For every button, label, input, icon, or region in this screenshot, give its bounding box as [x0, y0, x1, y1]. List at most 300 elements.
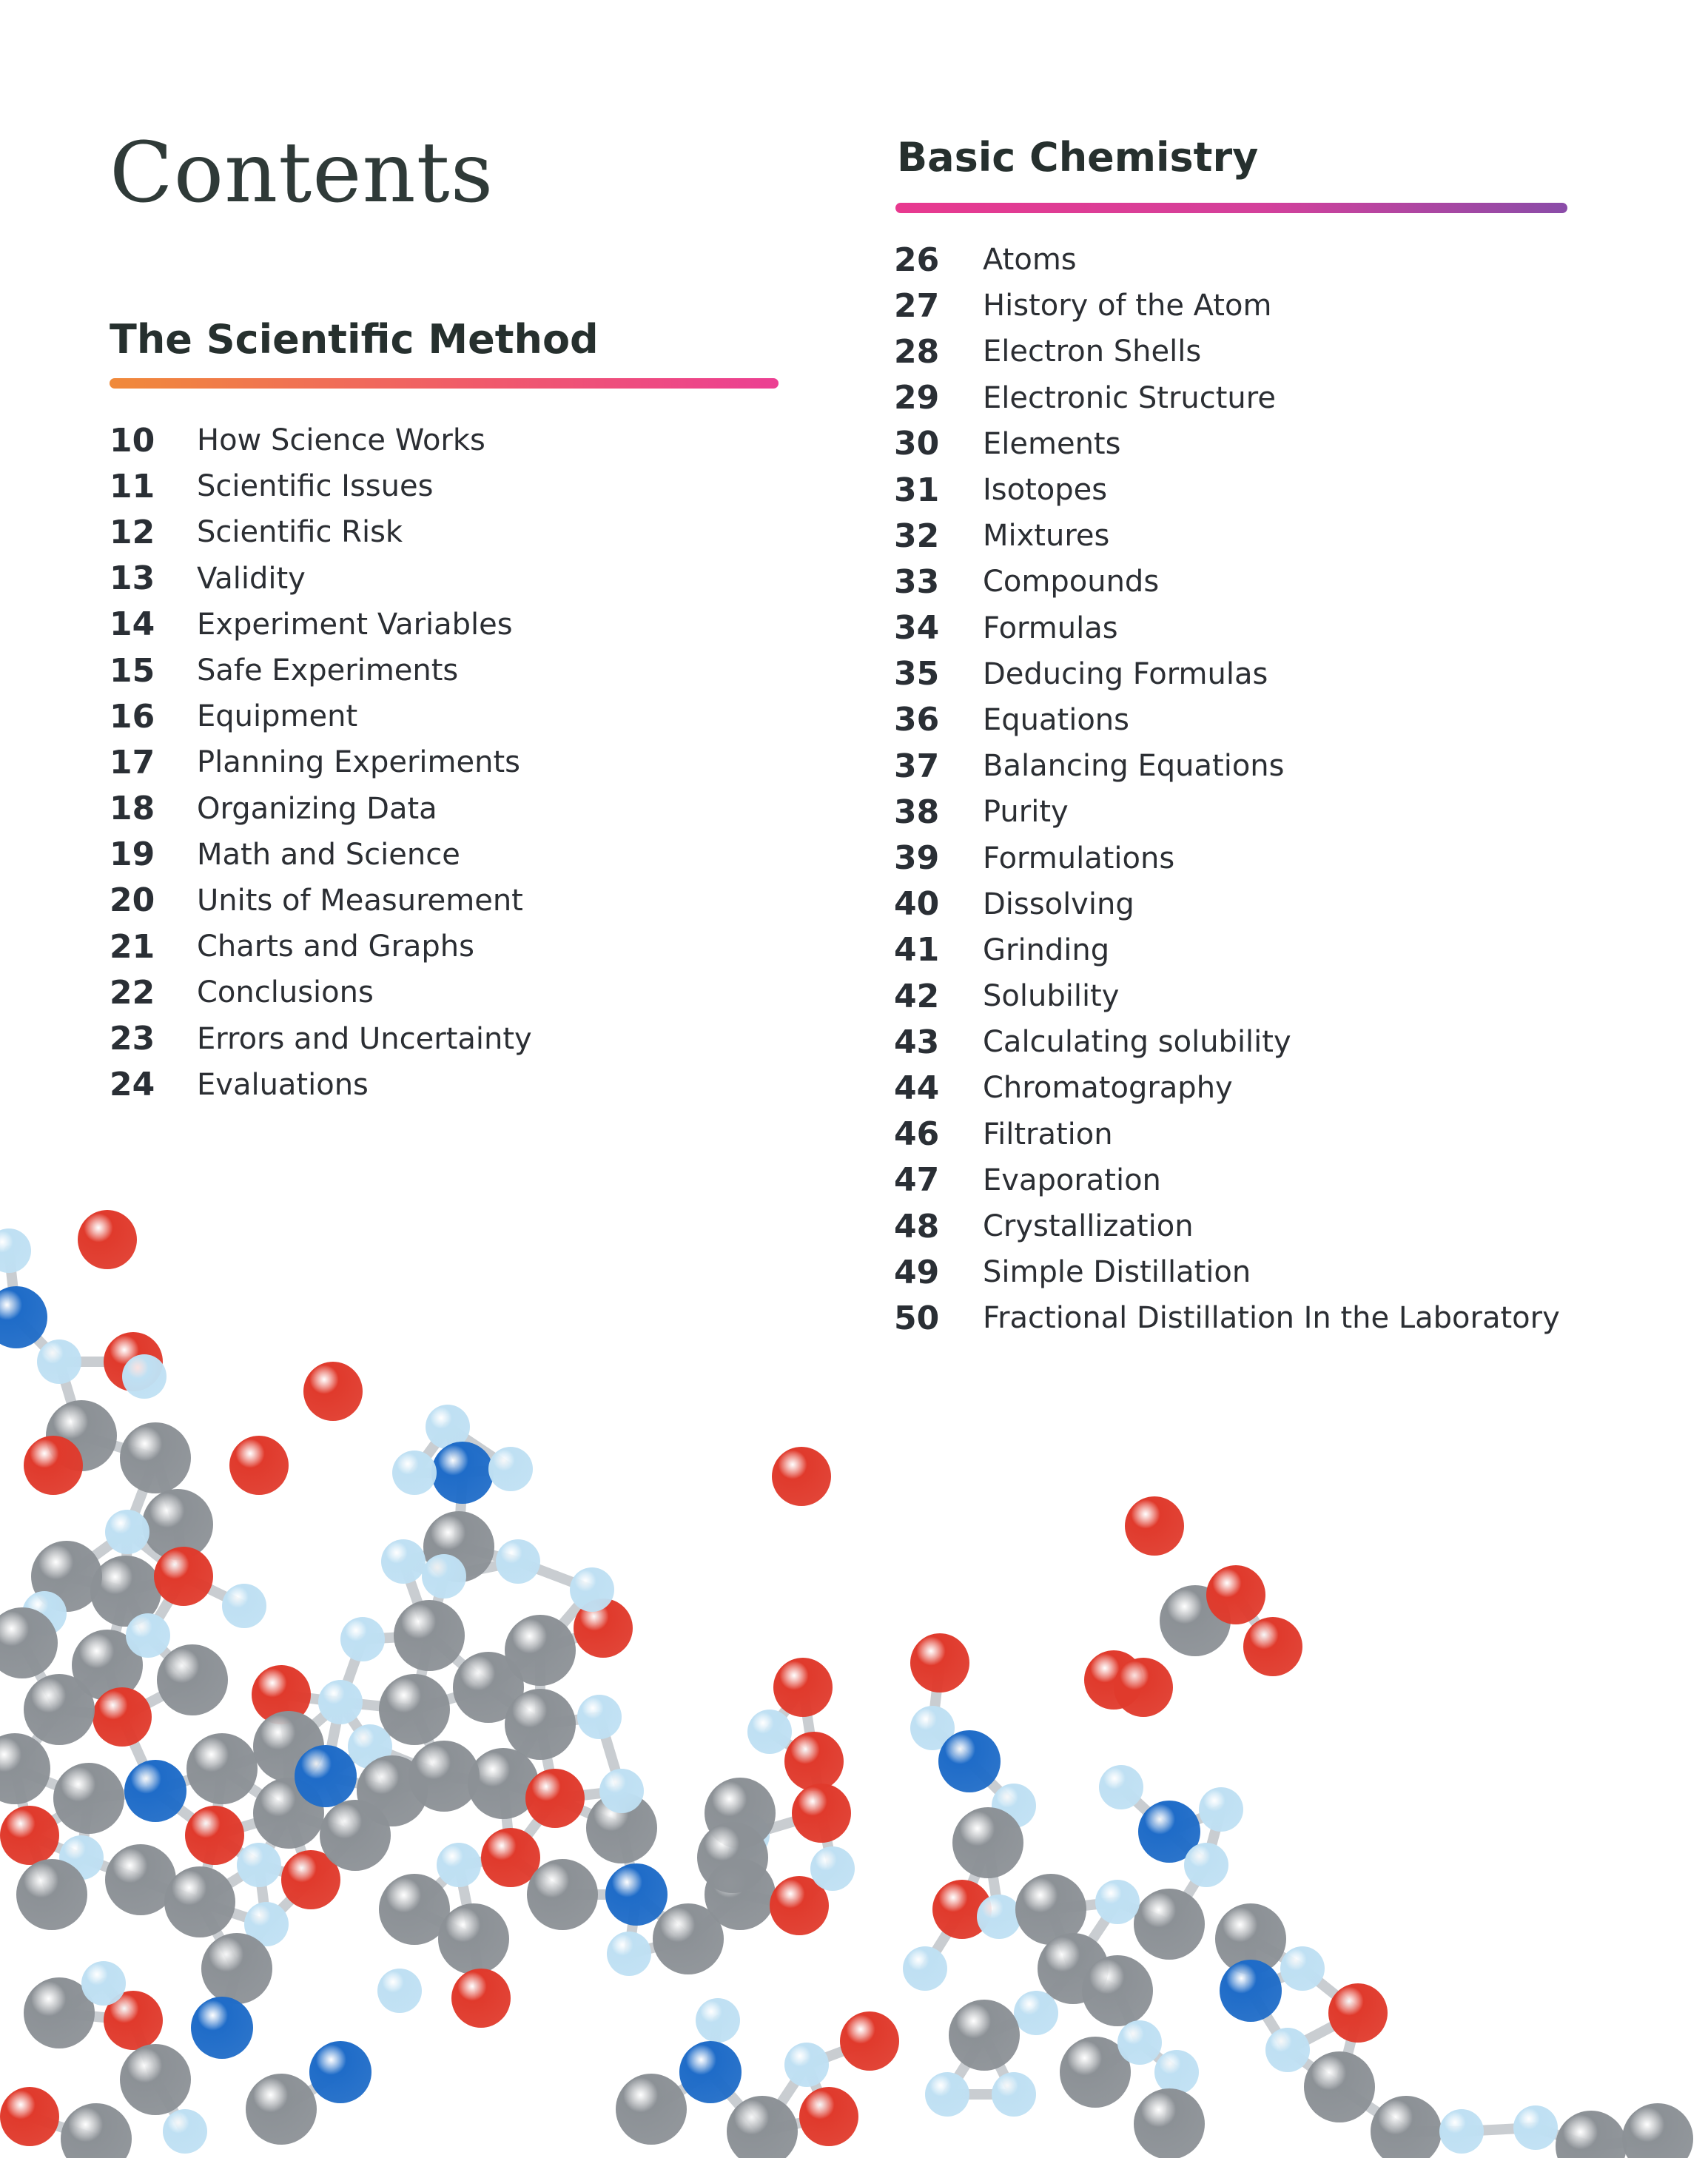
- toc-entry[interactable]: [894, 283, 1671, 329]
- molecule-bond: [803, 1687, 814, 1761]
- toc-entry-label: Crystallization: [983, 1209, 1194, 1244]
- toc-entry[interactable]: [894, 927, 1671, 973]
- toc-entry[interactable]: [110, 556, 776, 602]
- molecule-bond: [1339, 2013, 1358, 2087]
- carbon-atom: [157, 1644, 228, 1715]
- toc-entry[interactable]: [894, 1249, 1671, 1295]
- carbon-atom: [320, 1800, 391, 1871]
- toc-entry[interactable]: [894, 743, 1671, 789]
- carbon-atom: [705, 1859, 776, 1930]
- carbon-atom: [164, 1866, 235, 1937]
- toc-entry[interactable]: [894, 237, 1671, 283]
- toc-entry-label: Errors and Uncertainty: [197, 1021, 532, 1056]
- hydrogen-atom: [22, 1591, 67, 1636]
- molecule-bond: [770, 1687, 803, 1732]
- molecule-bond: [747, 1813, 821, 1835]
- nitrogen-atom: [679, 2041, 742, 2103]
- molecule-bond: [814, 1761, 821, 1813]
- molecule-bond: [511, 1798, 555, 1858]
- molecule-bond: [15, 1769, 89, 1798]
- molecule-bond: [999, 1909, 1051, 1917]
- molecule-bond: [932, 1663, 940, 1728]
- page-title: Contents: [110, 125, 494, 221]
- hydrogen-atom: [903, 1946, 947, 1991]
- hydrogen-atom: [59, 1835, 104, 1880]
- toc-entry-label: Conclusions: [197, 975, 374, 1010]
- toc-entry[interactable]: [110, 602, 776, 648]
- molecule-bond: [1536, 2128, 1591, 2146]
- molecule-bond: [403, 1562, 444, 1576]
- molecule-bond: [81, 1798, 89, 1858]
- hydrogen-atom: [1154, 2050, 1199, 2094]
- molecule-bond: [59, 1983, 104, 2013]
- molecule-bond: [962, 1843, 988, 1909]
- toc-entry[interactable]: [110, 648, 776, 693]
- toc-entry[interactable]: [894, 605, 1671, 651]
- molecule-bond: [127, 1458, 155, 1532]
- molecule-bond: [1117, 1991, 1140, 2043]
- molecule-bond: [281, 1695, 289, 1747]
- toc-entry[interactable]: [894, 789, 1671, 835]
- toc-entry[interactable]: [894, 1203, 1671, 1249]
- hydrogen-atom: [126, 1613, 170, 1658]
- molecule-bond: [984, 2035, 1014, 2094]
- toc-entry[interactable]: [894, 1157, 1671, 1203]
- toc-entry[interactable]: [110, 509, 776, 555]
- hydrogen-atom: [925, 2072, 969, 2117]
- oxygen-atom: [451, 1969, 511, 2028]
- hydrogen-atom: [392, 1451, 437, 1495]
- carbon-atom: [423, 1511, 494, 1582]
- hydrogen-atom: [696, 1998, 740, 2043]
- carbon-atom: [438, 1903, 509, 1974]
- molecule-bond: [932, 1728, 969, 1761]
- toc-entry[interactable]: [110, 463, 776, 509]
- toc-entry[interactable]: [894, 835, 1671, 881]
- molecule-bond: [403, 1562, 429, 1636]
- molecule-bond: [370, 1710, 414, 1747]
- molecule-bond: [629, 1895, 636, 1954]
- molecule-bond: [1169, 2072, 1177, 2124]
- toc-page-number: 20: [110, 881, 155, 920]
- molecule-bond: [1036, 1969, 1073, 2013]
- toc-page-number: 46: [894, 1115, 940, 1154]
- molecule-bond: [22, 1576, 67, 1643]
- toc-page-number: 31: [894, 471, 940, 509]
- molecule-bond: [1051, 1909, 1073, 1969]
- molecule-bond: [969, 1761, 1014, 1806]
- section-divider-scientific-method: [110, 378, 779, 389]
- toc-entry[interactable]: [894, 1295, 1671, 1341]
- hydrogen-atom: [1095, 1880, 1140, 1924]
- hydrogen-atom: [599, 1769, 644, 1813]
- toc-entry[interactable]: [894, 973, 1671, 1019]
- carbon-atom: [53, 1763, 124, 1834]
- toc-entry-label: Planning Experiments: [197, 745, 520, 780]
- toc-entry[interactable]: [894, 881, 1671, 927]
- molecule-bond: [503, 1784, 511, 1858]
- molecule-bond: [16, 1317, 59, 1362]
- molecule-bond: [762, 2117, 829, 2131]
- molecule-bond: [200, 1902, 266, 1924]
- molecule-bond: [67, 1532, 127, 1576]
- hydrogen-atom: [1184, 1843, 1228, 1887]
- molecule-bond: [414, 1687, 488, 1710]
- molecule-bond: [511, 1858, 562, 1895]
- carbon-atom: [1134, 1889, 1205, 1960]
- molecule-bond: [988, 1806, 1014, 1843]
- molecule-bond: [503, 1784, 555, 1798]
- molecule-bond: [126, 1576, 184, 1591]
- molecule-bond: [688, 1895, 740, 1939]
- hydrogen-atom: [0, 1228, 31, 1273]
- toc-entry-label: Equations: [983, 702, 1129, 737]
- carbon-atom: [705, 1778, 776, 1849]
- toc-entry-label: Balancing Equations: [983, 749, 1285, 784]
- molecule-bond: [1339, 2087, 1406, 2131]
- toc-page-number: 26: [894, 241, 940, 279]
- molecule-bond: [1169, 1832, 1206, 1865]
- molecule-bond: [988, 1843, 999, 1917]
- toc-entry[interactable]: [110, 693, 776, 739]
- toc-page-number: 29: [894, 379, 940, 417]
- molecule-bond: [733, 1858, 740, 1895]
- toc-page-number: 43: [894, 1023, 940, 1061]
- toc-entry[interactable]: [894, 1019, 1671, 1065]
- molecule-bond: [200, 1835, 215, 1902]
- molecule-bond: [592, 1590, 603, 1628]
- molecule-bond: [266, 1880, 311, 1924]
- toc-entry-label: Compounds: [983, 565, 1160, 599]
- molecule-bond: [1114, 1680, 1143, 1687]
- molecule-bond: [740, 1895, 799, 1906]
- molecule-bond: [414, 1865, 459, 1909]
- carbon-atom: [379, 1874, 450, 1945]
- molecule-bond: [215, 1835, 259, 1865]
- oxygen-atom: [24, 1436, 83, 1495]
- molecule-bond: [81, 1858, 141, 1880]
- molecule-bond: [414, 1710, 444, 1776]
- hydrogen-atom: [1265, 2028, 1310, 2072]
- oxygen-atom: [525, 1769, 585, 1828]
- molecule-bond: [30, 1835, 81, 1858]
- molecule-bond: [459, 1865, 474, 1939]
- toc-entry[interactable]: [110, 739, 776, 785]
- molecule-bond: [259, 1865, 266, 1924]
- molecule-bond: [1251, 1939, 1302, 1969]
- toc-entry-label: Grinding: [983, 932, 1110, 967]
- toc-page-number: 19: [110, 836, 155, 874]
- toc-entry[interactable]: [894, 421, 1671, 467]
- molecule-bond: [200, 1902, 237, 1969]
- toc-entry-label: Mixtures: [983, 519, 1110, 554]
- toc-page-number: 22: [110, 973, 155, 1012]
- toc-page-number: 36: [894, 701, 940, 739]
- hydrogen-atom: [1199, 1787, 1243, 1832]
- oxygen-atom: [840, 2011, 899, 2071]
- hydrogen-atom: [318, 1680, 363, 1724]
- toc-entry[interactable]: [894, 559, 1671, 605]
- toc-page-number: 27: [894, 286, 940, 325]
- molecule-bond: [1169, 1809, 1221, 1832]
- toc-entry-label: Electron Shells: [983, 335, 1202, 369]
- molecule-bond: [127, 1532, 184, 1576]
- molecule-bond: [807, 2041, 870, 2065]
- toc-entry-label: Simple Distillation: [983, 1255, 1251, 1290]
- toc-entry[interactable]: [894, 375, 1671, 421]
- carbon-atom: [120, 2044, 191, 2115]
- molecule-bond: [555, 1791, 622, 1798]
- oxygen-atom: [1206, 1565, 1265, 1624]
- molecule-bond: [555, 1798, 622, 1828]
- toc-entry[interactable]: [110, 832, 776, 878]
- toc-page-number: 42: [894, 977, 940, 1015]
- hydrogen-atom: [105, 1510, 149, 1554]
- molecule-bond: [474, 1939, 481, 1998]
- carbon-atom: [16, 1859, 87, 1930]
- oxygen-atom: [185, 1806, 244, 1865]
- toc-entry-label: Formulations: [983, 841, 1175, 875]
- molecule-bond: [178, 1525, 184, 1576]
- oxygen-atom: [932, 1880, 992, 1939]
- toc-entry[interactable]: [110, 417, 776, 463]
- toc-page-number: 10: [110, 421, 155, 460]
- toc-page-number: 24: [110, 1066, 155, 1104]
- molecule-bond: [733, 1813, 740, 1858]
- oxygen-atom: [773, 1658, 833, 1717]
- molecule-bond: [947, 2035, 984, 2094]
- molecule-bond: [184, 1576, 244, 1606]
- carbon-atom: [408, 1741, 480, 1812]
- toc-entry[interactable]: [110, 969, 776, 1015]
- toc-entry-label: Fractional Distillation In the Laboratory: [983, 1301, 1560, 1336]
- molecule-bond: [459, 1547, 518, 1562]
- toc-entry[interactable]: [110, 1015, 776, 1061]
- toc-entry-label: Isotopes: [983, 473, 1108, 508]
- molecule-bond: [30, 1835, 52, 1895]
- molecule-bond: [1236, 1595, 1273, 1647]
- molecule-bond: [459, 1473, 463, 1547]
- toc-entry[interactable]: [894, 467, 1671, 513]
- hydrogen-atom: [992, 2072, 1036, 2117]
- toc-entry[interactable]: [110, 924, 776, 969]
- oxygen-atom: [104, 1991, 163, 2050]
- molecule-bond: [9, 1251, 16, 1317]
- molecule-bond: [540, 1724, 555, 1798]
- toc-entry-label: Equipment: [197, 699, 358, 734]
- molecule-bond: [488, 1650, 540, 1687]
- molecule-bond: [289, 1702, 340, 1747]
- molecule-bond: [81, 1436, 155, 1458]
- molecule-bond: [104, 1983, 133, 2020]
- toc-page-number: 16: [110, 697, 155, 736]
- oxygen-atom: [104, 1332, 163, 1391]
- molecule-bond: [444, 1547, 459, 1576]
- molecule-bond: [59, 1362, 81, 1436]
- hydrogen-atom: [1439, 2109, 1484, 2154]
- toc-page-number: 37: [894, 747, 940, 785]
- molecule-bond: [1462, 2128, 1536, 2131]
- molecule-bond: [237, 1924, 266, 1969]
- molecule-bond: [1169, 1865, 1206, 1924]
- molecule-bond: [22, 1643, 59, 1710]
- carbon-atom: [697, 1822, 768, 1893]
- molecule-bond: [148, 1576, 184, 1636]
- molecule-bond: [126, 1532, 127, 1591]
- molecule-bond: [448, 1427, 511, 1469]
- toc-entry[interactable]: [110, 786, 776, 832]
- oxygen-atom: [799, 2087, 858, 2146]
- toc-entry[interactable]: [894, 513, 1671, 559]
- molecule-bond: [710, 2072, 762, 2131]
- toc-entry-label: Dissolving: [983, 887, 1134, 921]
- molecule-bond: [925, 1909, 962, 1969]
- carbon-atom: [949, 2000, 1020, 2071]
- molecule-bond: [807, 2065, 829, 2117]
- toc-entry-label: Formulas: [983, 611, 1118, 645]
- oxygen-atom: [1125, 1496, 1184, 1556]
- molecule-bond: [355, 1791, 392, 1835]
- toc-entry-label: Scientific Risk: [197, 515, 403, 550]
- nitrogen-atom: [938, 1730, 1001, 1792]
- carbon-atom: [61, 2103, 132, 2158]
- toc-entry[interactable]: [894, 1065, 1671, 1111]
- molecule-bond: [326, 1702, 340, 1776]
- toc-page-number: 44: [894, 1069, 940, 1107]
- molecule-bond: [1288, 2050, 1339, 2087]
- molecule-bond: [1140, 2043, 1177, 2072]
- hydrogen-atom: [422, 1554, 466, 1599]
- toc-page-number: 30: [894, 425, 940, 463]
- oxygen-atom: [303, 1362, 363, 1421]
- carbon-atom: [1622, 2103, 1693, 2158]
- toc-entry[interactable]: [894, 329, 1671, 374]
- toc-entry-label: Atoms: [983, 243, 1077, 278]
- carbon-atom: [1160, 1585, 1231, 1656]
- toc-page-number: 47: [894, 1161, 940, 1200]
- toc-page-number: 13: [110, 559, 155, 598]
- molecule-bond: [59, 1710, 122, 1717]
- hydrogen-atom: [348, 1724, 392, 1769]
- molecule-bond: [53, 1436, 81, 1465]
- hydrogen-atom: [1099, 1765, 1143, 1809]
- oxygen-atom: [1243, 1617, 1302, 1676]
- molecule-bond: [459, 1858, 511, 1865]
- molecule-bond: [44, 1576, 67, 1613]
- carbon-atom: [727, 2096, 798, 2158]
- molecule-bond: [799, 1869, 833, 1906]
- toc-entry-label: Math and Science: [197, 837, 460, 872]
- hydrogen-atom: [992, 1784, 1036, 1828]
- molecule-bond: [259, 1813, 289, 1865]
- molecule-bond: [1195, 1595, 1236, 1621]
- nitrogen-atom: [295, 1745, 357, 1807]
- carbon-atom: [357, 1755, 428, 1826]
- molecule-bond: [1288, 2013, 1358, 2050]
- molecule-bond: [370, 1747, 444, 1776]
- hydrogen-atom: [426, 1405, 470, 1449]
- carbon-atom: [1556, 2111, 1627, 2158]
- molecule-bond: [259, 1865, 311, 1880]
- molecule-bond: [984, 2013, 1036, 2035]
- toc-entry[interactable]: [894, 697, 1671, 743]
- oxygen-atom: [1084, 1650, 1143, 1710]
- molecule-bond: [326, 1776, 355, 1835]
- molecule-bond: [444, 1562, 518, 1576]
- toc-page-number: 35: [894, 655, 940, 693]
- molecule-bond: [392, 1776, 444, 1791]
- molecule-bond: [340, 1639, 363, 1702]
- hydrogen-atom: [977, 1895, 1021, 1939]
- nitrogen-atom: [431, 1442, 494, 1504]
- molecule-bond: [289, 1776, 326, 1813]
- carbon-atom: [1038, 1933, 1109, 2004]
- carbon-atom: [31, 1541, 102, 1612]
- toc-page-number: 12: [110, 513, 155, 551]
- oxygen-atom: [910, 1633, 969, 1693]
- carbon-atom: [586, 1792, 657, 1863]
- carbon-atom: [246, 2074, 317, 2145]
- toc-list-basic-chemistry: [894, 237, 1671, 1342]
- molecule-bond: [1073, 1902, 1117, 1969]
- oxygen-atom: [252, 1665, 311, 1724]
- toc-entry-label: Charts and Graphs: [197, 930, 474, 964]
- toc-entry[interactable]: [110, 878, 776, 924]
- molecule-bond: [1095, 2043, 1140, 2072]
- toc-entry[interactable]: [110, 1062, 776, 1108]
- toc-entry[interactable]: [894, 651, 1671, 697]
- molecule-bond: [518, 1562, 592, 1590]
- molecule-bond: [1117, 1902, 1169, 1924]
- molecule-bond: [1251, 1991, 1288, 2050]
- toc-entry-label: Deducing Formulas: [983, 656, 1268, 691]
- molecule-bond: [340, 1702, 370, 1747]
- carbon-atom: [527, 1859, 598, 1930]
- molecule-bond: [155, 1791, 215, 1835]
- molecule-bond: [311, 1835, 355, 1880]
- molecule-bond: [448, 1427, 463, 1473]
- molecule-bond: [540, 1717, 599, 1724]
- carbon-atom: [1082, 1955, 1153, 2026]
- toc-page-number: 21: [110, 927, 155, 966]
- molecule-bond: [414, 1427, 448, 1473]
- carbon-atom: [24, 1674, 95, 1745]
- oxygen-atom: [154, 1547, 213, 1606]
- oxygen-atom: [574, 1599, 633, 1658]
- molecule-bond: [222, 1969, 237, 2028]
- molecule-bond: [629, 1939, 688, 1954]
- toc-page-number: 17: [110, 743, 155, 781]
- carbon-atom: [616, 2074, 687, 2145]
- oxygen-atom: [229, 1436, 289, 1495]
- molecule-bond: [414, 1909, 474, 1939]
- carbon-atom: [46, 1400, 117, 1471]
- molecule-bond: [126, 1591, 148, 1636]
- oxygen-atom: [93, 1687, 152, 1747]
- molecule-bond: [289, 1747, 326, 1776]
- molecule-bond: [107, 1591, 126, 1665]
- toc-page-number: 34: [894, 609, 940, 648]
- molecule-bond: [89, 1791, 155, 1798]
- molecule-bond: [1073, 1969, 1117, 1991]
- toc-entry[interactable]: [894, 1112, 1671, 1157]
- molecule-bond: [740, 1835, 747, 1895]
- carbon-atom: [253, 1778, 324, 1849]
- hydrogen-atom: [488, 1447, 533, 1491]
- toc-entry-label: Electronic Structure: [983, 380, 1276, 415]
- oxygen-atom: [792, 1784, 851, 1843]
- molecule-bond: [15, 1769, 30, 1835]
